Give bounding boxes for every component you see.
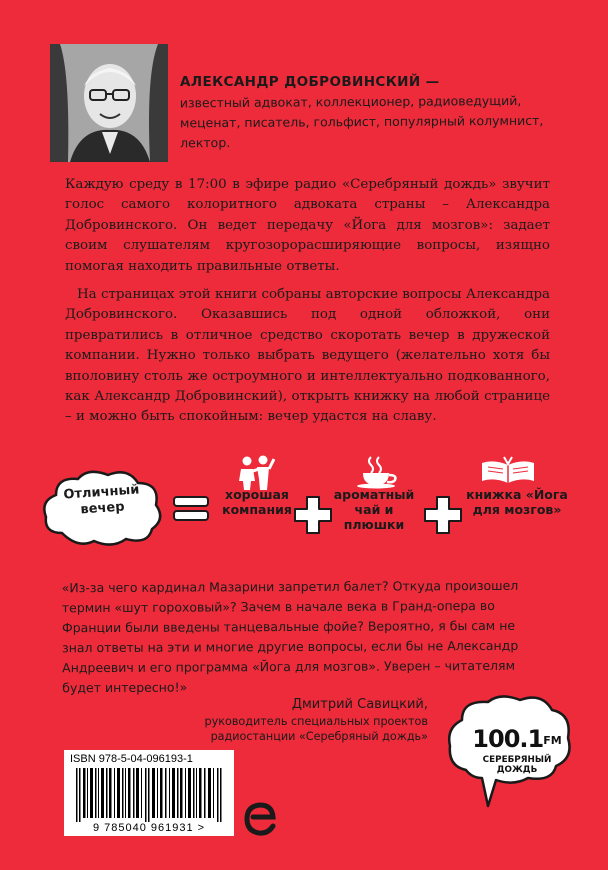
isbn-number: ISBN 978-5-04-096193-1 (70, 753, 193, 765)
publisher-logo-icon (242, 800, 280, 838)
formula-term-tea: ароматный чай и плюшки (333, 487, 415, 532)
description-paragraph-2: На страницах этой книги собраны авторские вопросы Александра Добровинского. Оказавшись под одной обложкой, они превратились в отличное средство скоротать вечер в дружеской компании. Нужно только выбрать ведущего (желательно хотя бы вполовину столь же остроумного и интеллектуально подкованного, как Александр Добровинский), открыть книжку на любой странице – и можно быть спокойным: вечер удастся на славу. (65, 287, 550, 425)
formula-term-book: книжка «Йога для мозгов» (466, 487, 568, 517)
formula-result: Отличный вечер (62, 482, 140, 518)
radio-frequency-value: 100.1 (472, 725, 544, 753)
author-photo (50, 44, 168, 162)
quote-author-role-1: руководитель специальных проектов (204, 715, 428, 728)
equals-icon (172, 495, 210, 523)
radio-band: FM (543, 734, 562, 747)
description-paragraph-1: Каждую среду в 17:00 в эфире радио «Серебряный дождь» звучит голос самого колоритного адвоката страны – Александра Добровинского. Он ведет передачу «Йога для мозгов»: задает своим слушателям кругозорорасширяющие вопросы, изящно помогая находить правильные ответы. (65, 177, 550, 274)
author-description: известный адвокат, коллекционер, радиоведущий, меценат, писатель, гольфист, популярный колумнист, лектор. (179, 92, 544, 151)
author-portrait-image (50, 44, 168, 162)
open-book-icon (478, 455, 538, 487)
children-icon (235, 455, 275, 491)
radio-frequency (462, 726, 572, 752)
radio-logo-bubble (444, 694, 574, 812)
barcode-digits: 9 785040 961931 > (92, 822, 206, 834)
radio-station-name: СЕРЕБРЯНЫЙ ДОЖДЬ (482, 755, 552, 775)
reviewer-quote: «Из-за чего кардинал Мазарини запретил балет? Откуда произошел термин «шут гороховый»? Зачем в начале века в Гранд-опера во Франции были введены танцевальные фойе? Вероятно, я бы сам не знал ответы на эти и многие другие вопросы, если бы не Александр Андреевич и его программа «Йога для мозгов». Уверен – читателям будет интересно!» (61, 577, 519, 696)
quote-signature (205, 696, 428, 744)
quote-author-role-2: радиостанции «Серебряный дождь» (210, 730, 428, 743)
author-name: АЛЕКСАНДР ДОБРОВИНСКИЙ — (180, 74, 440, 90)
author-block (180, 72, 560, 152)
tea-cup-icon (355, 455, 401, 489)
formula-term-company: хорошая компания (222, 487, 292, 517)
isbn-barcode (64, 750, 234, 836)
book-description (65, 175, 550, 436)
evening-formula (0, 455, 608, 565)
plus-icon (423, 495, 463, 535)
quote-author-name: Дмитрий Савицкий, (291, 697, 428, 712)
barcode-bars (72, 768, 226, 822)
